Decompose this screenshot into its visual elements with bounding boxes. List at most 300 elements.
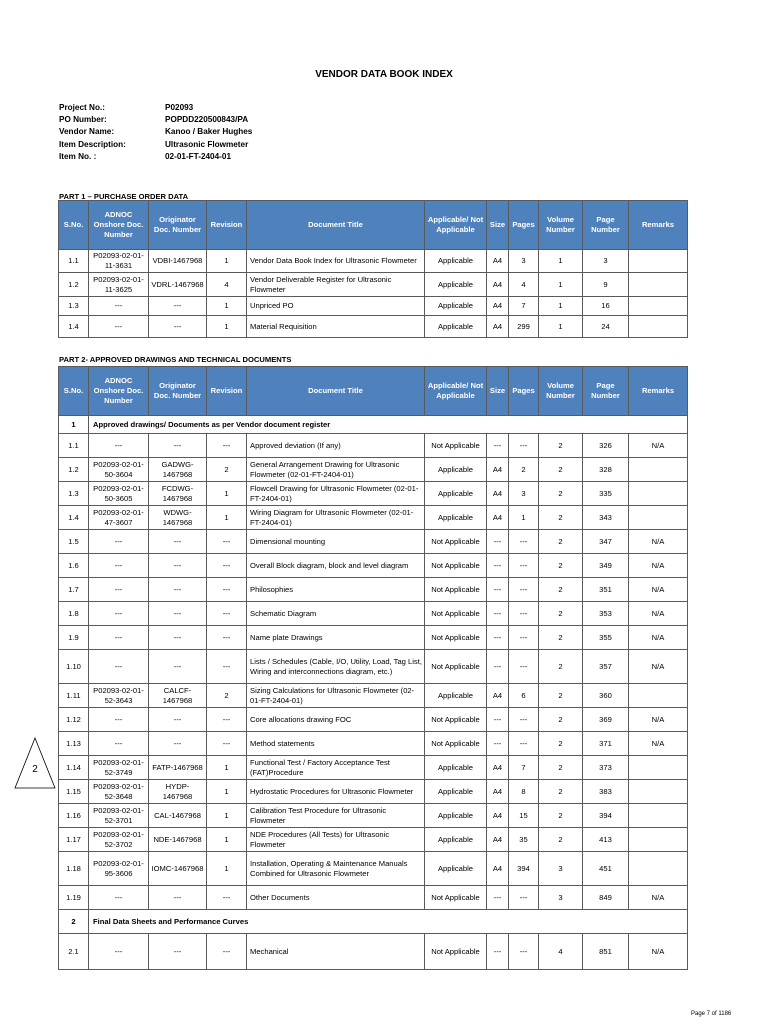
part2-heading: PART 2- APPROVED DRAWINGS AND TECHNICAL DOCUMENTS <box>59 355 292 364</box>
cell-remarks <box>629 780 688 804</box>
cell-volume-number: 2 <box>539 578 583 602</box>
cell-remarks: N/A <box>629 554 688 578</box>
cell-revision: --- <box>207 626 247 650</box>
section-row <box>59 910 688 934</box>
cell-originator-doc-number: NDE-1467968 <box>149 828 207 852</box>
cell-applicable: Applicable <box>425 828 487 852</box>
cell-applicable: Applicable <box>425 482 487 506</box>
revision-number: 2 <box>32 764 38 775</box>
cell-volume-number: 2 <box>539 732 583 756</box>
meta-label: Item No. : <box>59 151 97 161</box>
part1-heading: PART 1 – PURCHASE ORDER DATA <box>59 192 189 201</box>
cell-document-title: Name plate Drawings <box>247 626 425 650</box>
cell-document-title: Wiring Diagram for Ultrasonic Flowmeter (02-01-FT-2404-01) <box>247 506 425 530</box>
cell-originator-doc-number: FATP-1467968 <box>149 756 207 780</box>
cell-pages: --- <box>509 578 539 602</box>
cell-pages: 3 <box>509 482 539 506</box>
cell-originator-doc-number: --- <box>149 316 207 338</box>
cell-page-number: 851 <box>583 934 629 970</box>
cell-sno: 1.3 <box>59 482 89 506</box>
cell-volume-number: 2 <box>539 804 583 828</box>
cell-originator-doc-number: --- <box>149 650 207 684</box>
cell-page-number: 451 <box>583 852 629 886</box>
table-row <box>59 732 688 756</box>
cell-sno: 1.4 <box>59 506 89 530</box>
table-row <box>59 434 688 458</box>
cell-sno: 1.2 <box>59 458 89 482</box>
col-header-sno: S.No. <box>59 367 89 416</box>
cell-volume-number: 2 <box>539 602 583 626</box>
cell-applicable: Not Applicable <box>425 626 487 650</box>
part2-section2-header <box>59 910 688 934</box>
table-row <box>59 756 688 780</box>
cell-size: --- <box>487 650 509 684</box>
cell-pages: 4 <box>509 273 539 297</box>
cell-originator-doc-number: --- <box>149 434 207 458</box>
cell-remarks <box>629 852 688 886</box>
cell-adnoc-doc-number: P02093-02-01-11-3625 <box>89 273 149 297</box>
col-header-pages: Pages <box>509 201 539 250</box>
meta-value: POPDD220500843/PA <box>165 115 249 125</box>
cell-document-title: Philosophies <box>247 578 425 602</box>
table-row <box>59 804 688 828</box>
cell-originator-doc-number: --- <box>149 578 207 602</box>
table-header-row <box>59 201 688 250</box>
cell-size: --- <box>487 732 509 756</box>
table-row <box>59 626 688 650</box>
cell-originator-doc-number: IOMC-1467968 <box>149 852 207 886</box>
col-header-revision: Revision <box>207 367 247 416</box>
col-header-remarks: Remarks <box>629 201 688 250</box>
cell-page-number: 394 <box>583 804 629 828</box>
col-header-volume-number: Volume Number <box>539 201 583 250</box>
cell-remarks <box>629 506 688 530</box>
col-header-adnoc-doc-number: ADNOC Onshore Doc. Number <box>89 201 149 250</box>
cell-page-number: 357 <box>583 650 629 684</box>
cell-volume-number: 2 <box>539 530 583 554</box>
cell-size: A4 <box>487 297 509 316</box>
cell-document-title: Overall Block diagram, block and level diagram <box>247 554 425 578</box>
col-header-document-title: Document Title <box>247 367 425 416</box>
cell-adnoc-doc-number: --- <box>89 602 149 626</box>
cell-originator-doc-number: CAL-1467968 <box>149 804 207 828</box>
cell-volume-number: 2 <box>539 626 583 650</box>
cell-page-number: 369 <box>583 708 629 732</box>
cell-sno: 1.3 <box>59 297 89 316</box>
cell-applicable: Not Applicable <box>425 886 487 910</box>
cell-remarks <box>629 828 688 852</box>
meta-label: Item Description: <box>59 139 126 149</box>
table-row <box>59 602 688 626</box>
cell-sno: 1.16 <box>59 804 89 828</box>
cell-sno: 1.4 <box>59 316 89 338</box>
cell-document-title: Functional Test / Factory Acceptance Test (FAT)Procedure <box>247 756 425 780</box>
table-row <box>59 852 688 886</box>
cell-document-title: Other Documents <box>247 886 425 910</box>
cell-document-title: Core allocations drawing FOC <box>247 708 425 732</box>
cell-page-number: 343 <box>583 506 629 530</box>
cell-page-number: 360 <box>583 684 629 708</box>
cell-pages: --- <box>509 732 539 756</box>
col-header-document-title: Document Title <box>247 201 425 250</box>
cell-applicable: Applicable <box>425 852 487 886</box>
col-header-page-number: Page Number <box>583 367 629 416</box>
cell-pages: 8 <box>509 780 539 804</box>
cell-volume-number: 1 <box>539 250 583 273</box>
meta-label: Project No.: <box>59 103 105 112</box>
cell-originator-doc-number: --- <box>149 602 207 626</box>
cell-adnoc-doc-number: P02093-02-01-52-3648 <box>89 780 149 804</box>
part2-table <box>58 366 688 970</box>
cell-sno: 1.12 <box>59 708 89 732</box>
meta-label: PO Number: <box>59 115 107 125</box>
cell-applicable: Not Applicable <box>425 554 487 578</box>
cell-pages: --- <box>509 708 539 732</box>
cell-size: A4 <box>487 780 509 804</box>
cell-size: --- <box>487 934 509 970</box>
cell-revision: --- <box>207 650 247 684</box>
cell-document-title: Lists / Schedules (Cable, I/O, Utility, Load, Tag List, Wiring and interconnections diagram, etc.) <box>247 650 425 684</box>
cell-sno: 1.9 <box>59 626 89 650</box>
cell-remarks <box>629 316 688 338</box>
cell-adnoc-doc-number: P02093-02-01-47-3607 <box>89 506 149 530</box>
table-row <box>59 482 688 506</box>
cell-applicable: Applicable <box>425 316 487 338</box>
cell-pages: --- <box>509 530 539 554</box>
part2-section2-rows <box>59 934 688 970</box>
cell-revision: --- <box>207 578 247 602</box>
cell-originator-doc-number: CALCF-1467968 <box>149 684 207 708</box>
table-row <box>59 886 688 910</box>
cell-pages: --- <box>509 434 539 458</box>
cell-originator-doc-number: --- <box>149 934 207 970</box>
cell-sno: 1.2 <box>59 273 89 297</box>
cell-originator-doc-number: VDBI-1467968 <box>149 250 207 273</box>
cell-page-number: 347 <box>583 530 629 554</box>
cell-pages: --- <box>509 554 539 578</box>
cell-revision: 4 <box>207 273 247 297</box>
cell-adnoc-doc-number: P02093-02-01-52-3643 <box>89 684 149 708</box>
cell-adnoc-doc-number: --- <box>89 626 149 650</box>
cell-adnoc-doc-number: --- <box>89 934 149 970</box>
cell-adnoc-doc-number: P02093-02-01-52-3702 <box>89 828 149 852</box>
cell-volume-number: 2 <box>539 684 583 708</box>
cell-volume-number: 4 <box>539 934 583 970</box>
cell-document-title: Unpriced PO <box>247 297 425 316</box>
cell-volume-number: 2 <box>539 554 583 578</box>
cell-remarks <box>629 297 688 316</box>
cell-page-number: 849 <box>583 886 629 910</box>
cell-size: --- <box>487 578 509 602</box>
cell-size: A4 <box>487 684 509 708</box>
cell-revision: 1 <box>207 756 247 780</box>
cell-applicable: Not Applicable <box>425 708 487 732</box>
cell-applicable: Not Applicable <box>425 732 487 756</box>
cell-volume-number: 2 <box>539 458 583 482</box>
part2-section1-rows <box>59 434 688 910</box>
cell-remarks: N/A <box>629 434 688 458</box>
cell-adnoc-doc-number: P02093-02-01-52-3701 <box>89 804 149 828</box>
col-header-applicable: Applicable/ Not Applicable <box>425 201 487 250</box>
cell-document-title: Vendor Data Book Index for Ultrasonic Flowmeter <box>247 250 425 273</box>
cell-volume-number: 2 <box>539 708 583 732</box>
cell-pages: --- <box>509 886 539 910</box>
cell-revision: 2 <box>207 684 247 708</box>
cell-revision: --- <box>207 602 247 626</box>
cell-revision: --- <box>207 886 247 910</box>
cell-pages: 2 <box>509 458 539 482</box>
cell-page-number: 349 <box>583 554 629 578</box>
cell-size: A4 <box>487 756 509 780</box>
cell-adnoc-doc-number: --- <box>89 434 149 458</box>
table-row <box>59 250 688 273</box>
meta-value: P02093 <box>165 103 194 112</box>
cell-page-number: 413 <box>583 828 629 852</box>
table-row <box>59 506 688 530</box>
cell-applicable: Applicable <box>425 804 487 828</box>
cell-page-number: 328 <box>583 458 629 482</box>
meta-row-item-no <box>59 151 252 163</box>
cell-page-number: 383 <box>583 780 629 804</box>
cell-adnoc-doc-number: --- <box>89 732 149 756</box>
cell-revision: 2 <box>207 458 247 482</box>
cell-sno: 1.15 <box>59 780 89 804</box>
cell-document-title: General Arrangement Drawing for Ultrasonic Flowmeter (02-01-FT-2404-01) <box>247 458 425 482</box>
cell-revision: --- <box>207 732 247 756</box>
cell-size: --- <box>487 626 509 650</box>
cell-volume-number: 2 <box>539 650 583 684</box>
cell-sno: 1.10 <box>59 650 89 684</box>
cell-originator-doc-number: --- <box>149 297 207 316</box>
cell-adnoc-doc-number: --- <box>89 530 149 554</box>
cell-applicable: Not Applicable <box>425 530 487 554</box>
cell-document-title: Schematic Diagram <box>247 602 425 626</box>
cell-pages: 15 <box>509 804 539 828</box>
cell-revision: --- <box>207 554 247 578</box>
cell-applicable: Applicable <box>425 250 487 273</box>
cell-page-number: 371 <box>583 732 629 756</box>
cell-volume-number: 2 <box>539 434 583 458</box>
table-row <box>59 828 688 852</box>
table-row <box>59 934 688 970</box>
cell-adnoc-doc-number: --- <box>89 554 149 578</box>
cell-page-number: 16 <box>583 297 629 316</box>
table-row <box>59 578 688 602</box>
cell-revision: 1 <box>207 316 247 338</box>
revision-marker <box>14 737 56 789</box>
cell-remarks <box>629 250 688 273</box>
cell-size: A4 <box>487 804 509 828</box>
cell-pages: --- <box>509 934 539 970</box>
meta-row-item-description <box>59 139 252 151</box>
cell-adnoc-doc-number: P02093-02-01-11-3631 <box>89 250 149 273</box>
cell-sno: 1.1 <box>59 250 89 273</box>
cell-sno: 1.13 <box>59 732 89 756</box>
section-title: Approved drawings/ Documents as per Vendor document register <box>89 416 688 434</box>
cell-revision: --- <box>207 434 247 458</box>
table-row <box>59 458 688 482</box>
col-header-revision: Revision <box>207 201 247 250</box>
cell-originator-doc-number: --- <box>149 708 207 732</box>
meta-value: Ultrasonic Flowmeter <box>165 139 249 149</box>
table-row <box>59 684 688 708</box>
cell-page-number: 335 <box>583 482 629 506</box>
cell-sno: 1.17 <box>59 828 89 852</box>
col-header-applicable: Applicable/ Not Applicable <box>425 367 487 416</box>
meta-row-po-number <box>59 114 252 126</box>
table-row <box>59 273 688 297</box>
table-row <box>59 297 688 316</box>
cell-page-number: 326 <box>583 434 629 458</box>
meta-value: Kanoo / Baker Hughes <box>165 127 253 137</box>
cell-size: --- <box>487 886 509 910</box>
cell-applicable: Not Applicable <box>425 650 487 684</box>
cell-revision: --- <box>207 530 247 554</box>
cell-pages: 7 <box>509 756 539 780</box>
cell-remarks: N/A <box>629 934 688 970</box>
cell-sno: 1.6 <box>59 554 89 578</box>
cell-revision: 1 <box>207 250 247 273</box>
cell-originator-doc-number: HYDP-1467968 <box>149 780 207 804</box>
cell-page-number: 9 <box>583 273 629 297</box>
triangle-icon <box>14 737 56 789</box>
cell-applicable: Not Applicable <box>425 578 487 602</box>
cell-pages: 6 <box>509 684 539 708</box>
cell-page-number: 355 <box>583 626 629 650</box>
col-header-sno: S.No. <box>59 201 89 250</box>
cell-originator-doc-number: FCDWG-1467968 <box>149 482 207 506</box>
cell-pages: 299 <box>509 316 539 338</box>
cell-adnoc-doc-number: P02093-02-01-50-3605 <box>89 482 149 506</box>
table-row <box>59 554 688 578</box>
document-title: VENDOR DATA BOOK INDEX <box>315 69 453 80</box>
cell-applicable: Applicable <box>425 273 487 297</box>
cell-document-title: NDE Procedures (All Tests) for Ultrasonic Flowmeter <box>247 828 425 852</box>
cell-originator-doc-number: WDWG-1467968 <box>149 506 207 530</box>
cell-document-title: Approved deviation (If any) <box>247 434 425 458</box>
cell-size: A4 <box>487 458 509 482</box>
cell-adnoc-doc-number: P02093-02-01-95-3606 <box>89 852 149 886</box>
table-header-row <box>59 367 688 416</box>
col-header-volume-number: Volume Number <box>539 367 583 416</box>
cell-applicable: Applicable <box>425 458 487 482</box>
cell-adnoc-doc-number: P02093-02-01-50-3604 <box>89 458 149 482</box>
cell-remarks: N/A <box>629 530 688 554</box>
section-title: Final Data Sheets and Performance Curves <box>89 910 688 934</box>
cell-adnoc-doc-number: --- <box>89 297 149 316</box>
part2-section1-header <box>59 416 688 434</box>
cell-applicable: Applicable <box>425 684 487 708</box>
cell-adnoc-doc-number: --- <box>89 650 149 684</box>
cell-sno: 1.18 <box>59 852 89 886</box>
cell-remarks: N/A <box>629 602 688 626</box>
cell-volume-number: 2 <box>539 780 583 804</box>
cell-document-title: Installation, Operating & Maintenance Manuals Combined for Ultrasonic Flowmeter <box>247 852 425 886</box>
cell-originator-doc-number: --- <box>149 554 207 578</box>
cell-size: --- <box>487 708 509 732</box>
meta-row-vendor-name <box>59 126 252 138</box>
cell-size: A4 <box>487 316 509 338</box>
cell-sno: 1.19 <box>59 886 89 910</box>
cell-adnoc-doc-number: P02093-02-01-52-3749 <box>89 756 149 780</box>
col-header-remarks: Remarks <box>629 367 688 416</box>
cell-originator-doc-number: --- <box>149 732 207 756</box>
meta-row-project-no <box>59 102 252 114</box>
cell-sno: 1.8 <box>59 602 89 626</box>
cell-volume-number: 1 <box>539 297 583 316</box>
cell-document-title: Flowcell Drawing for Ultrasonic Flowmeter (02-01-FT-2404-01) <box>247 482 425 506</box>
cell-revision: 1 <box>207 506 247 530</box>
page-footer: Page 7 of 1186 <box>691 1011 732 1017</box>
table-row <box>59 708 688 732</box>
cell-volume-number: 2 <box>539 506 583 530</box>
section-number: 2 <box>59 910 89 934</box>
cell-remarks <box>629 684 688 708</box>
cell-volume-number: 3 <box>539 852 583 886</box>
cell-document-title: Sizing Calculations for Ultrasonic Flowmeter (02-01-FT-2404-01) <box>247 684 425 708</box>
cell-document-title: Method statements <box>247 732 425 756</box>
cell-pages: --- <box>509 602 539 626</box>
cell-originator-doc-number: VDRL-1467968 <box>149 273 207 297</box>
cell-size: A4 <box>487 852 509 886</box>
cell-page-number: 351 <box>583 578 629 602</box>
col-header-page-number: Page Number <box>583 201 629 250</box>
cell-sno: 1.1 <box>59 434 89 458</box>
table-row <box>59 650 688 684</box>
cell-remarks <box>629 482 688 506</box>
cell-revision: --- <box>207 708 247 732</box>
cell-applicable: Not Applicable <box>425 434 487 458</box>
cell-remarks: N/A <box>629 886 688 910</box>
cell-originator-doc-number: --- <box>149 886 207 910</box>
cell-sno: 2.1 <box>59 934 89 970</box>
cell-sno: 1.5 <box>59 530 89 554</box>
cell-page-number: 373 <box>583 756 629 780</box>
col-header-size: Size <box>487 201 509 250</box>
cell-volume-number: 1 <box>539 273 583 297</box>
meta-label: Vendor Name: <box>59 127 115 137</box>
col-header-size: Size <box>487 367 509 416</box>
cell-size: A4 <box>487 482 509 506</box>
cell-size: A4 <box>487 250 509 273</box>
table-row <box>59 316 688 338</box>
cell-revision: 1 <box>207 828 247 852</box>
cell-adnoc-doc-number: --- <box>89 886 149 910</box>
cell-applicable: Not Applicable <box>425 934 487 970</box>
cell-document-title: Dimensional mounting <box>247 530 425 554</box>
cell-sno: 1.14 <box>59 756 89 780</box>
cell-document-title: Material Requisition <box>247 316 425 338</box>
cell-adnoc-doc-number: --- <box>89 578 149 602</box>
cell-volume-number: 2 <box>539 482 583 506</box>
cell-pages: --- <box>509 626 539 650</box>
cell-pages: 1 <box>509 506 539 530</box>
cell-remarks: N/A <box>629 732 688 756</box>
cell-remarks: N/A <box>629 578 688 602</box>
meta-value: 02-01-FT-2404-01 <box>165 151 231 161</box>
cell-applicable: Applicable <box>425 780 487 804</box>
cell-remarks <box>629 756 688 780</box>
col-header-originator-doc-number: Originator Doc. Number <box>149 201 207 250</box>
cell-sno: 1.7 <box>59 578 89 602</box>
cell-adnoc-doc-number: --- <box>89 316 149 338</box>
cell-volume-number: 3 <box>539 886 583 910</box>
cell-page-number: 3 <box>583 250 629 273</box>
cell-applicable: Applicable <box>425 506 487 530</box>
cell-pages: 35 <box>509 828 539 852</box>
part1-rows <box>59 250 688 338</box>
cell-size: --- <box>487 554 509 578</box>
